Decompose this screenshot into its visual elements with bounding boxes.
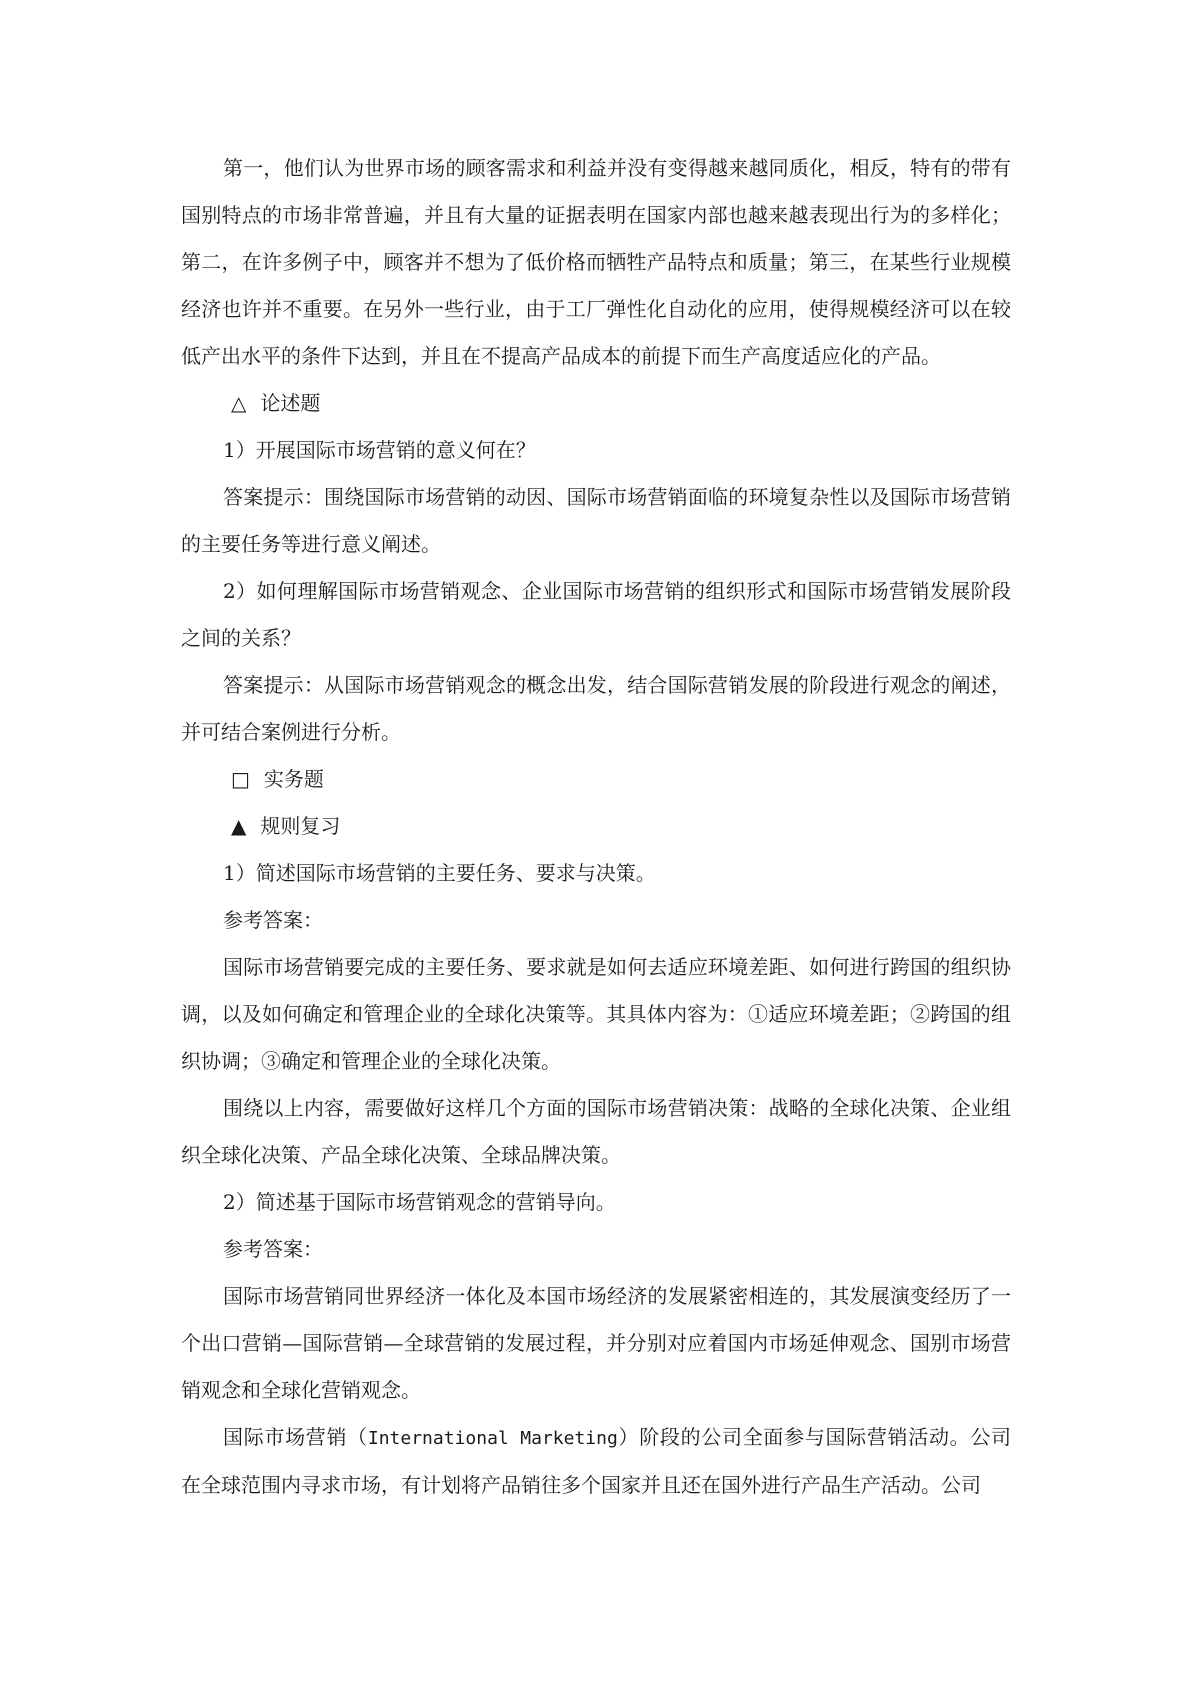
- essay-answer-hint-1: 答案提示：围绕国际市场营销的动因、国际市场营销面临的环境复杂性以及国际市场营销的主要任务等进行意义阐述。: [181, 485, 1011, 556]
- review-reference-label-1: 参考答案：: [223, 908, 323, 932]
- triangle-outline-icon: △: [231, 391, 247, 415]
- triangle-filled-icon: ▲: [231, 814, 247, 838]
- review-answer-1-paragraph-1: 国际市场营销要完成的主要任务、要求就是如何去适应环境差距、如何进行跨国的组织协调，以及如何确定和管理企业的全球化决策等。其具体内容为：①适应环境差距；②跨国的组织协调；③确定和管理企业的全球化决策。: [181, 955, 1011, 1073]
- english-term: International Marketing: [367, 1428, 618, 1449]
- essay-heading-label: 论述题: [260, 391, 321, 415]
- review-answer-2-paragraph-2: [181, 1414, 1011, 1509]
- review-section-heading: [181, 803, 1011, 850]
- review-question-1: 1）简述国际市场营销的主要任务、要求与决策。: [223, 861, 656, 885]
- answer-2-text-start: 国际市场营销（: [223, 1425, 368, 1449]
- essay-answer-hint-2: 答案提示：从国际市场营销观念的概念出发，结合国际营销发展的阶段进行观念的阐述，并可结合案例进行分析。: [181, 673, 1011, 744]
- review-reference-label-2: 参考答案：: [223, 1237, 323, 1261]
- square-outline-icon: □: [231, 767, 250, 791]
- review-answer-1-paragraph-2: 围绕以上内容，需要做好这样几个方面的国际市场营销决策：战略的全球化决策、企业组织全球化决策、产品全球化决策、全球品牌决策。: [181, 1096, 1011, 1167]
- intro-paragraph: 第一，他们认为世界市场的顾客需求和利益并没有变得越来越同质化，相反，特有的带有国别特点的市场非常普遍，并且有大量的证据表明在国家内部也越来越表现出行为的多样化；第二，在许多例子中，顾客并不想为了低价格而牺牲产品特点和质量；第三，在某些行业规模经济也许并不重要。在另外一些行业，由于工厂弹性化自动化的应用，使得规模经济可以在较低产出水平的条件下达到，并且在不提高产品成本的前提下而生产高度适应化的产品。: [181, 156, 1011, 368]
- review-question-2: 2）简述基于国际市场营销观念的营销导向。: [223, 1190, 616, 1214]
- practice-section-heading: [181, 756, 1011, 803]
- answer-2-text-rest: ）阶段的公司全面参与国际营销活动。公司在全球范围内寻求市场，有计划将产品销往多个国家并且还在国外进行产品生产活动。公司: [181, 1425, 1012, 1497]
- document-page: [181, 145, 1011, 1509]
- essay-section-heading: [181, 380, 1011, 427]
- practice-heading-label: 实务题: [263, 767, 324, 791]
- review-answer-2-paragraph-1: 国际市场营销同世界经济一体化及本国市场经济的发展紧密相连的，其发展演变经历了一个出口营销—国际营销—全球营销的发展过程，并分别对应着国内市场延伸观念、国别市场营销观念和全球化营销观念。: [181, 1284, 1011, 1402]
- essay-question-2: 2）如何理解国际市场营销观念、企业国际市场营销的组织形式和国际市场营销发展阶段之间的关系？: [181, 579, 1011, 650]
- essay-question-1: 1）开展国际市场营销的意义何在？: [223, 438, 536, 462]
- review-heading-label: 规则复习: [260, 814, 341, 838]
